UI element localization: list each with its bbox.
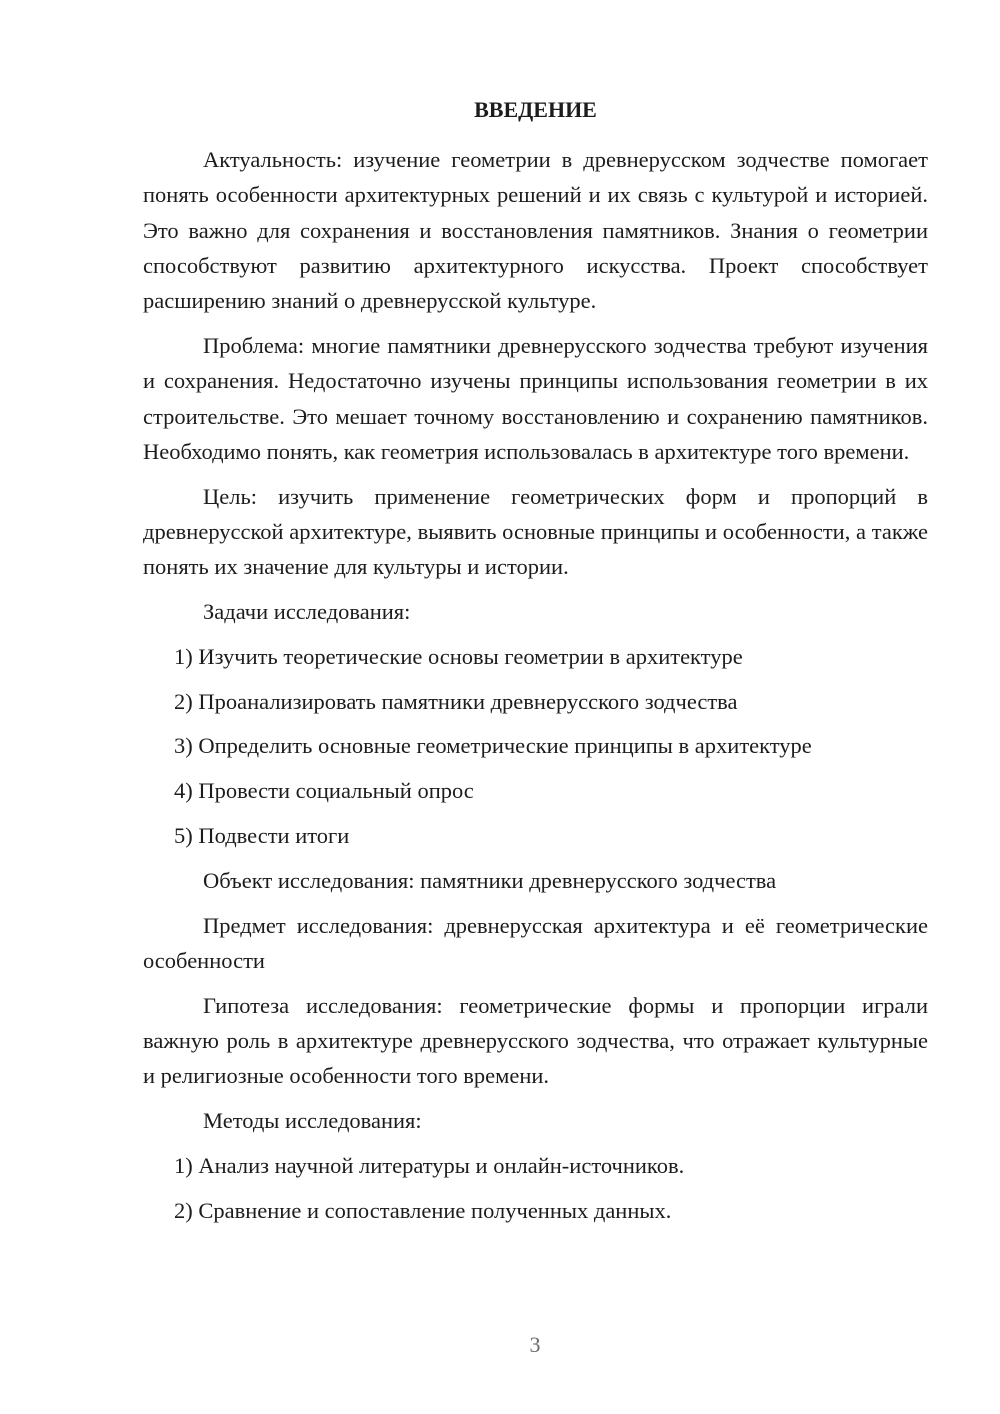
method-item-2: 2) Сравнение и сопоставление полученных данных.	[174, 1197, 672, 1223]
hypothesis-paragraph: Гипотеза исследования: геометрические формы и пропорции играли важную роль в архитектуре древнерусского зодчества, что отражает культурные и религиозные особенности того времени.	[143, 992, 928, 1089]
task-item-3: 3) Определить основные геометрические принципы в архитектуре	[174, 733, 812, 759]
relevance-paragraph: Актуальность: изучение геометрии в древнерусском зодчестве помогает понять особенности архитектурных решений и их связь с культурой и историей. Это важно для сохранения и восстановления памятников. Знания о геометрии способствуют развитию архитектурного искусства. Проект способствует расширению знаний о древнерусской культуре.	[143, 147, 928, 314]
page-number: 3	[529, 1332, 541, 1357]
task-item-4: 4) Провести социальный опрос	[174, 778, 474, 804]
methods-list	[143, 1148, 928, 1228]
object-paragraph: Объект исследования: памятники древнерусского зодчества	[203, 867, 777, 893]
methods-heading: Методы исследования:	[203, 1108, 422, 1134]
task-item-2: 2) Проанализировать памятники древнерусского зодчества	[174, 688, 738, 714]
section-title: ВВЕДЕНИЕ	[474, 97, 597, 122]
problem-paragraph: Проблема: многие памятники древнерусского зодчества требуют изучения и сохранения. Недостаточно изучены принципы использования геометрии в их строительстве. Это мешает точному восстановлению и сохранению памятников. Необходимо понять, как геометрия использовалась в архитектуре того времени.	[143, 332, 928, 464]
task-item-5: 5) Подвести итоги	[174, 823, 350, 849]
task-item-1: 1) Изучить теоретические основы геометрии в архитектуре	[174, 643, 743, 669]
subject-paragraph: Предмет исследования: древнерусская архитектура и её геометрические особенности	[143, 912, 928, 973]
method-item-1: 1) Анализ научной литературы и онлайн-источников.	[174, 1152, 685, 1178]
tasks-heading: Задачи исследования:	[203, 599, 411, 625]
tasks-list	[143, 639, 928, 853]
document-page	[143, 94, 928, 1238]
goal-paragraph: Цель: изучить применение геометрических форм и пропорций в древнерусской архитектуре, выявить основные принципы и особенности, а также понять их значение для культуры и истории.	[143, 483, 928, 580]
